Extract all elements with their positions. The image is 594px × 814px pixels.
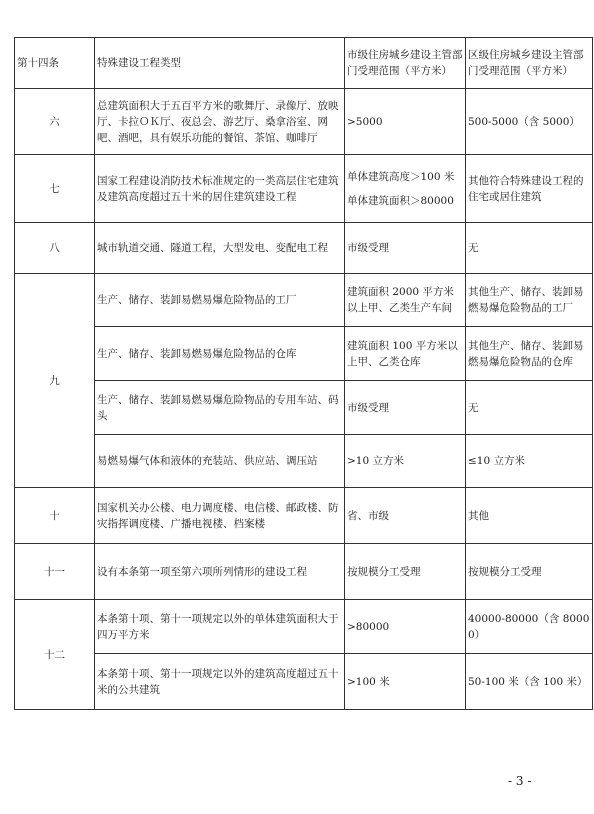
construction-type: 生产、储存、装卸易燃易爆危险物品的专用车站、码头 (95, 381, 345, 435)
article-number: 十一 (15, 544, 95, 600)
construction-type: 城市轨道交通、隧道工程，大型发电、变配电工程 (95, 223, 345, 274)
construction-type: 设有本条第一项至第六项所列情形的建设工程 (95, 544, 345, 600)
construction-type: 生产、储存、装卸易燃易爆危险物品的仓库 (95, 327, 345, 381)
table-row (15, 274, 593, 327)
city-scope: >100 米 (345, 654, 466, 710)
table-row (15, 600, 593, 654)
district-scope: 40000-80000（含 80000） (466, 600, 593, 654)
table-row (15, 223, 593, 274)
district-scope: 其他生产、储存、装卸易燃易爆危险物品的工厂 (466, 274, 593, 327)
construction-type: 本条第十项、第十一项规定以外的建筑高度超过五十米的公共建筑 (95, 654, 345, 710)
table-row (15, 89, 593, 155)
regulation-table (14, 37, 593, 710)
city-scope-height: 单体建筑高度＞100 米 (347, 170, 455, 183)
article-number: 十二 (15, 600, 95, 710)
district-scope: 按规模分工受理 (466, 544, 593, 600)
article-number: 八 (15, 223, 95, 274)
construction-type: 本条第十项、第十一项规定以外的单体建筑面积大于四万平方米 (95, 600, 345, 654)
article-number: 七 (15, 155, 95, 223)
header-type-cell: 特殊建设工程类型 (95, 38, 345, 89)
table-row (15, 435, 593, 488)
district-scope: ≤10 立方米 (466, 435, 593, 488)
table-row (15, 488, 593, 544)
city-scope-area: 单体建筑面积＞80000 (347, 194, 454, 207)
city-scope: 市级受理 (345, 381, 466, 435)
construction-type: 生产、储存、装卸易燃易爆危险物品的工厂 (95, 274, 345, 327)
district-scope: 500-5000（含 5000） (466, 89, 593, 155)
city-scope: 省、市级 (345, 488, 466, 544)
construction-type: 总建筑面积大于五百平方米的歌舞厅、录像厅、放映厅、卡拉ＯＫ厅、夜总会、游艺厅、桑拿浴室、网吧、酒吧，具有娱乐功能的餐馆、茶馆、咖啡厅 (95, 89, 345, 155)
header-district-scope-cell: 区级住房城乡建设主管部门受理范围（平方米） (466, 38, 593, 89)
district-scope: 50-100 米（含 100 米） (466, 654, 593, 710)
article-number: 十 (15, 488, 95, 544)
table-row (15, 155, 593, 223)
table-row (15, 544, 593, 600)
district-scope: 无 (466, 381, 593, 435)
district-scope: 其他 (466, 488, 593, 544)
city-scope: 建筑面积 2000 平方米以上甲、乙类生产车间 (345, 274, 466, 327)
city-scope: >80000 (345, 600, 466, 654)
city-scope: 建筑面积 100 平方米以上甲、乙类仓库 (345, 327, 466, 381)
city-scope: >10 立方米 (345, 435, 466, 488)
table-header-row (15, 38, 593, 89)
construction-type: 易燃易爆气体和液体的充装站、供应站、调压站 (95, 435, 345, 488)
construction-type: 国家工程建设消防技术标准规定的一类高层住宅建筑及建筑高度超过五十米的居住建筑建设工程 (95, 155, 345, 223)
city-scope: 市级受理 (345, 223, 466, 274)
district-scope: 无 (466, 223, 593, 274)
article-number: 九 (15, 274, 95, 488)
district-scope: 其他符合特殊建设工程的住宅或居住建筑 (466, 155, 593, 223)
header-city-scope-cell: 市级住房城乡建设主管部门受理范围（平方米） (345, 38, 466, 89)
article-number: 六 (15, 89, 95, 155)
table-row (15, 327, 593, 381)
city-scope: 按规模分工受理 (345, 544, 466, 600)
district-scope: 其他生产、储存、装卸易燃易爆危险物品的仓库 (466, 327, 593, 381)
city-scope: >5000 (345, 89, 466, 155)
construction-type: 国家机关办公楼、电力调度楼、电信楼、邮政楼、防灾指挥调度楼、广播电视楼、档案楼 (95, 488, 345, 544)
page-number: - 3 - (508, 774, 532, 788)
header-article-cell: 第十四条 (15, 38, 95, 89)
city-scope (345, 155, 466, 223)
table-row (15, 381, 593, 435)
table-row (15, 654, 593, 710)
